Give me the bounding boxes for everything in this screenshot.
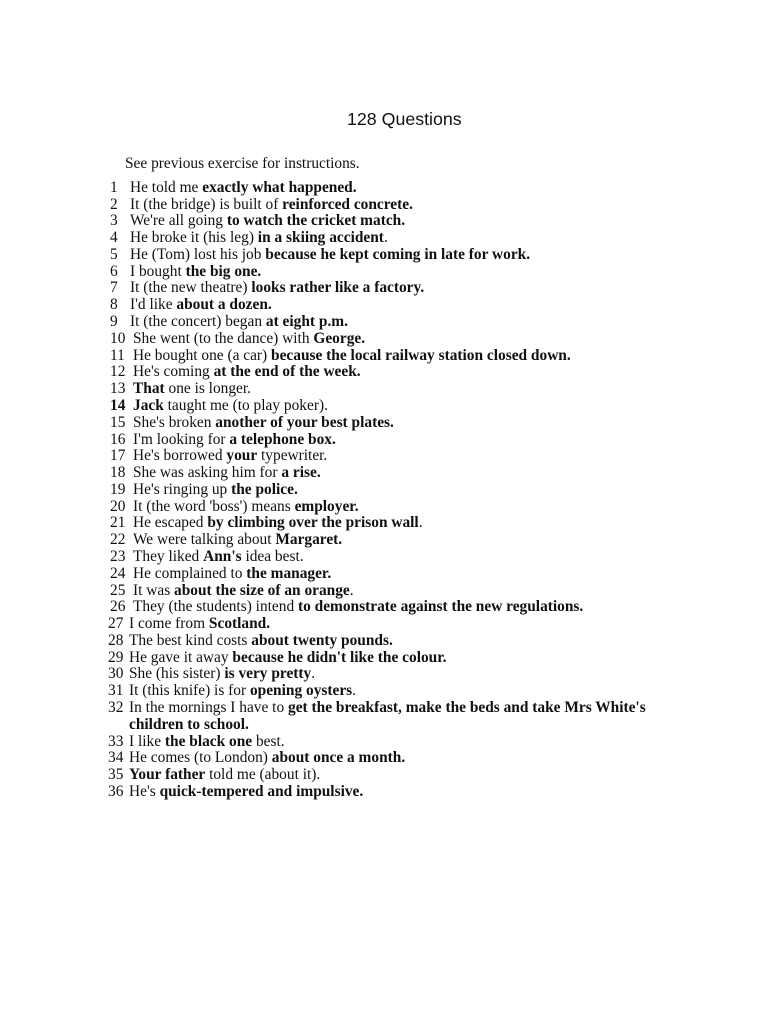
- highlighted-phrase: reinforced concrete.: [282, 195, 413, 213]
- question-number: 30: [108, 665, 124, 683]
- question-sentence: [133, 381, 678, 398]
- question-item: [0, 280, 768, 297]
- question-sentence: [129, 650, 674, 667]
- question-number: 5: [110, 245, 118, 263]
- sentence-text: It (this knife) is for: [129, 682, 250, 700]
- question-item: [0, 700, 768, 734]
- sentence-text: I like: [129, 732, 165, 750]
- sentence-text: typewriter.: [257, 447, 328, 465]
- sentence-text: I'd like: [130, 296, 177, 314]
- highlighted-phrase: employer.: [294, 497, 359, 515]
- question-sentence: [130, 180, 675, 197]
- question-sentence: [130, 247, 675, 264]
- question-item: [0, 213, 768, 230]
- question-item: [0, 197, 768, 214]
- highlighted-phrase: the manager.: [246, 564, 332, 582]
- sentence-text: He broke it (his leg): [130, 229, 258, 247]
- question-item: [0, 566, 768, 583]
- question-number: 27: [108, 615, 124, 633]
- sentence-text: He gave it away: [129, 648, 233, 666]
- question-number: 26: [110, 598, 126, 616]
- highlighted-phrase: the police.: [231, 480, 298, 498]
- question-item: [0, 432, 768, 449]
- highlighted-phrase: the big one.: [185, 262, 262, 280]
- question-sentence: [129, 750, 674, 767]
- sentence-text: told me (about it).: [205, 766, 321, 784]
- sentence-text: .: [383, 229, 388, 247]
- question-item: [0, 683, 768, 700]
- highlighted-phrase: a telephone box.: [229, 430, 336, 448]
- highlighted-phrase: because he didn't like the colour.: [232, 648, 447, 666]
- question-number: 1: [110, 178, 118, 196]
- highlighted-phrase: Ann's: [203, 547, 242, 565]
- question-number: 13: [110, 380, 126, 398]
- question-number: 32: [108, 699, 124, 717]
- highlighted-phrase: Scotland.: [208, 615, 271, 633]
- sentence-text: idea best.: [241, 547, 304, 565]
- question-item: [0, 415, 768, 432]
- sentence-text: He (Tom) lost his job: [130, 245, 266, 263]
- question-sentence: [133, 549, 678, 566]
- sentence-text: It (the new theatre): [130, 279, 252, 297]
- question-number: 8: [110, 296, 118, 314]
- question-sentence: [130, 280, 675, 297]
- instructions-text: See previous exercise for instructions.: [125, 154, 360, 172]
- question-item: [0, 750, 768, 767]
- question-sentence: [130, 264, 675, 281]
- question-number: 12: [110, 363, 126, 381]
- page-title: 128 Questions: [347, 109, 462, 129]
- sentence-text: He complained to: [133, 564, 247, 582]
- sentence-text: It (the word 'boss') means: [133, 497, 295, 515]
- question-item: [0, 734, 768, 751]
- sentence-text: He's borrowed: [133, 447, 227, 465]
- highlighted-phrase: at the end of the week.: [213, 363, 361, 381]
- sentence-text: He escaped: [133, 514, 208, 532]
- sentence-text: The best kind costs: [129, 631, 252, 649]
- sentence-text: It (the bridge) is built of: [130, 195, 283, 213]
- question-item: [0, 297, 768, 314]
- question-number: 3: [110, 212, 118, 230]
- sentence-text: It was: [133, 581, 175, 599]
- question-item: [0, 465, 768, 482]
- question-sentence: [130, 314, 675, 331]
- question-number: 6: [110, 262, 118, 280]
- question-number: 34: [108, 749, 124, 767]
- sentence-text: They liked: [133, 547, 204, 565]
- sentence-text: I bought: [130, 262, 186, 280]
- question-sentence: [130, 197, 675, 214]
- question-number: 14: [110, 396, 126, 414]
- sentence-text: He comes (to London): [129, 749, 272, 767]
- question-number: 24: [110, 564, 126, 582]
- question-item: [0, 650, 768, 667]
- question-item: [0, 180, 768, 197]
- question-number: 10: [110, 329, 126, 347]
- question-sentence: [133, 599, 678, 616]
- question-item: [0, 331, 768, 348]
- sentence-text: They (the students) intend: [133, 598, 298, 616]
- question-item: [0, 616, 768, 633]
- question-item: [0, 767, 768, 784]
- question-sentence: [133, 566, 678, 583]
- question-sentence: [129, 666, 674, 683]
- question-number: 16: [110, 430, 126, 448]
- sentence-text: He's: [129, 782, 160, 800]
- question-number: 4: [110, 229, 118, 247]
- highlighted-phrase: about twenty pounds.: [251, 631, 393, 649]
- sentence-text: .: [311, 665, 316, 683]
- highlighted-phrase: about a dozen.: [176, 296, 272, 314]
- question-sentence: [133, 532, 678, 549]
- question-number: 17: [110, 447, 126, 465]
- sentence-text: She (his sister): [129, 665, 225, 683]
- question-number: 11: [110, 346, 125, 364]
- highlighted-phrase: Jack: [133, 396, 164, 414]
- highlighted-phrase: is very pretty: [224, 665, 312, 683]
- sentence-text: We were talking about: [133, 531, 276, 549]
- highlighted-phrase: to demonstrate against the new regulations.: [297, 598, 584, 616]
- question-number: 2: [110, 195, 118, 213]
- highlighted-phrase: Your father: [129, 766, 206, 784]
- highlighted-phrase: That: [133, 380, 165, 398]
- question-item: [0, 633, 768, 650]
- highlighted-phrase: about the size of an orange: [174, 581, 350, 599]
- question-sentence: [129, 767, 674, 784]
- question-sentence: [129, 700, 674, 734]
- question-sentence: [133, 415, 678, 432]
- sentence-text: She's broken: [133, 413, 216, 431]
- highlighted-phrase: by climbing over the prison wall: [207, 514, 419, 532]
- sentence-text: He bought one (a car): [133, 346, 272, 364]
- highlighted-phrase: in a skiing accident: [257, 229, 384, 247]
- sentence-text: We're all going: [130, 212, 227, 230]
- question-item: [0, 398, 768, 415]
- question-sentence: [129, 734, 674, 751]
- question-sentence: [130, 213, 675, 230]
- highlighted-phrase: Margaret.: [275, 531, 343, 549]
- highlighted-phrase: get the breakfast, make the beds and take Mrs White's children to school.: [129, 699, 646, 733]
- sentence-text: She went (to the dance) with: [133, 329, 314, 347]
- question-sentence: [133, 465, 678, 482]
- question-sentence: [133, 515, 678, 532]
- question-number: 21: [110, 514, 126, 532]
- question-sentence: [133, 398, 678, 415]
- question-number: 28: [108, 631, 124, 649]
- question-number: 9: [110, 313, 118, 331]
- highlighted-phrase: opening oysters: [249, 682, 353, 700]
- highlighted-phrase: at eight p.m.: [265, 313, 348, 331]
- question-number: 33: [108, 732, 124, 750]
- question-number: 22: [110, 531, 126, 549]
- sentence-text: .: [349, 581, 354, 599]
- highlighted-phrase: the black one: [164, 732, 253, 750]
- question-list: [0, 180, 768, 801]
- question-number: 19: [110, 480, 126, 498]
- question-sentence: [133, 364, 678, 381]
- highlighted-phrase: looks rather like a factory.: [251, 279, 425, 297]
- sentence-text: one is longer.: [164, 380, 252, 398]
- question-sentence: [133, 482, 678, 499]
- highlighted-phrase: a rise.: [281, 464, 321, 482]
- question-number: 7: [110, 279, 118, 297]
- highlighted-phrase: because the local railway station closed down.: [271, 346, 571, 364]
- question-item: [0, 448, 768, 465]
- highlighted-phrase: George.: [313, 329, 366, 347]
- sentence-text: .: [418, 514, 423, 532]
- sentence-text: He's coming: [133, 363, 214, 381]
- question-sentence: [133, 348, 678, 365]
- question-item: [0, 348, 768, 365]
- question-item: [0, 515, 768, 532]
- question-sentence: [129, 616, 674, 633]
- sentence-text: He's ringing up: [133, 480, 232, 498]
- sentence-text: It (the concert) began: [130, 313, 266, 331]
- question-number: 35: [108, 766, 124, 784]
- question-number: 20: [110, 497, 126, 515]
- sentence-text: taught me (to play poker).: [163, 396, 328, 414]
- sentence-text: best.: [252, 732, 285, 750]
- question-sentence: [129, 633, 674, 650]
- sentence-text: In the mornings I have to: [129, 699, 289, 717]
- question-item: [0, 583, 768, 600]
- question-item: [0, 784, 768, 801]
- question-item: [0, 599, 768, 616]
- question-sentence: [129, 683, 674, 700]
- question-number: 31: [108, 682, 124, 700]
- question-number: 29: [108, 648, 124, 666]
- question-number: 23: [110, 547, 126, 565]
- question-item: [0, 549, 768, 566]
- question-sentence: [130, 297, 675, 314]
- question-number: 36: [108, 782, 124, 800]
- question-item: [0, 499, 768, 516]
- question-item: [0, 247, 768, 264]
- question-item: [0, 666, 768, 683]
- sentence-text: I'm looking for: [133, 430, 230, 448]
- question-sentence: [133, 499, 678, 516]
- sentence-text: He told me: [130, 178, 203, 196]
- question-sentence: [133, 448, 678, 465]
- sentence-text: .: [352, 682, 357, 700]
- sentence-text: I come from: [129, 615, 209, 633]
- question-item: [0, 314, 768, 331]
- question-item: [0, 230, 768, 247]
- question-sentence: [133, 432, 678, 449]
- highlighted-phrase: another of your best plates.: [215, 413, 394, 431]
- question-item: [0, 264, 768, 281]
- question-number: 15: [110, 413, 126, 431]
- question-item: [0, 532, 768, 549]
- question-item: [0, 364, 768, 381]
- question-sentence: [130, 230, 675, 247]
- question-sentence: [133, 583, 678, 600]
- question-sentence: [133, 331, 678, 348]
- question-sentence: [129, 784, 674, 801]
- sentence-text: She was asking him for: [133, 464, 282, 482]
- highlighted-phrase: about once a month.: [271, 749, 406, 767]
- highlighted-phrase: quick-tempered and impulsive.: [159, 782, 364, 800]
- highlighted-phrase: your: [226, 447, 258, 465]
- highlighted-phrase: exactly what happened.: [202, 178, 357, 196]
- question-item: [0, 381, 768, 398]
- question-number: 18: [110, 464, 126, 482]
- highlighted-phrase: because he kept coming in late for work.: [265, 245, 531, 263]
- question-item: [0, 482, 768, 499]
- question-number: 25: [110, 581, 126, 599]
- highlighted-phrase: to watch the cricket match.: [226, 212, 406, 230]
